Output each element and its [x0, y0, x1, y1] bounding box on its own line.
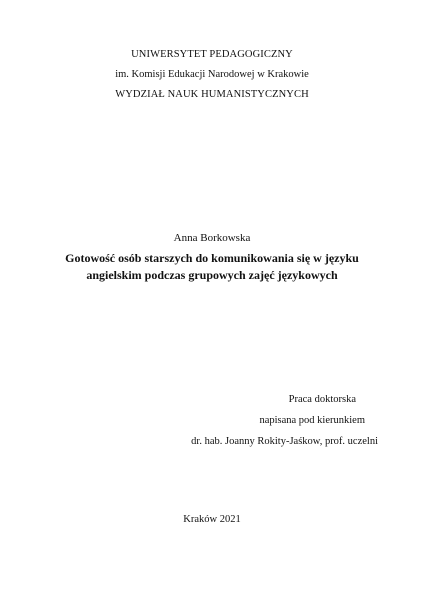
thesis-title-line-1: Gotowość osób starszych do komunikowania się w języku: [65, 251, 359, 265]
author-name: Anna Borkowska: [173, 232, 251, 244]
thesis-title-line-2: angielskim podczas grupowych zajęć językowych: [86, 268, 338, 282]
supervision-note: napisana pod kierunkiem: [259, 415, 365, 426]
supervisor-name: dr. hab. Joanny Rokity-Jaśkow, prof. uczelni: [191, 436, 378, 447]
university-name: UNIWERSYTET PEDAGOGICZNY: [131, 49, 293, 60]
faculty-name: WYDZIAŁ NAUK HUMANISTYCZNYCH: [115, 89, 309, 100]
university-full-name: im. Komisji Edukacji Narodowej w Krakowie: [115, 69, 309, 80]
place-and-date: Kraków 2021: [183, 514, 241, 525]
thesis-type: Praca doktorska: [288, 394, 356, 405]
